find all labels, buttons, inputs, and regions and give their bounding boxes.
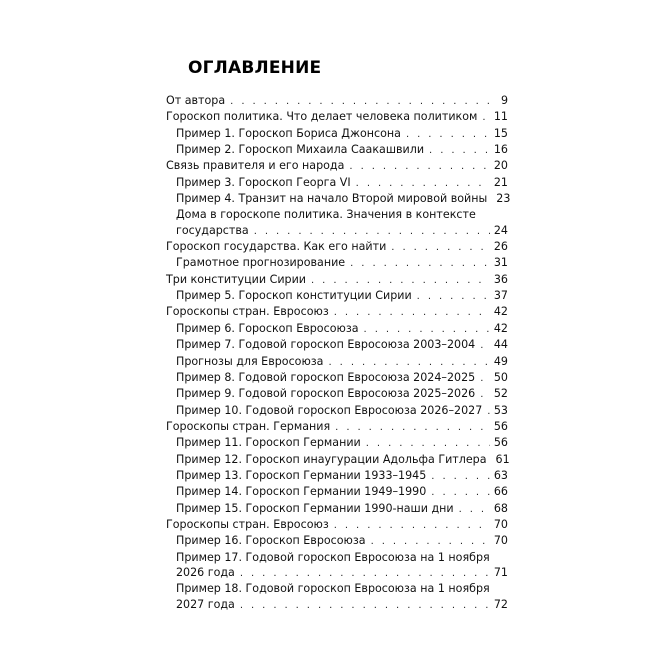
toc-entry-title: Пример 9. Годовой гороскоп Евросоюза 2025–2026 <box>176 387 476 401</box>
toc-entry-title: Пример 6. Гороскоп Евросоюза <box>176 321 359 335</box>
toc-page-number: 52 <box>493 387 508 401</box>
toc-entry-title: Прогнозы для Евросоюза <box>176 354 324 368</box>
toc-subentry[interactable] <box>166 288 508 304</box>
dot-leader <box>371 534 490 549</box>
toc-page-number: 70 <box>493 534 508 548</box>
dot-leader <box>482 110 489 125</box>
toc-entry-title: Пример 14. Гороскоп Германии 1949–1990 <box>176 485 427 499</box>
dot-leader <box>417 289 490 304</box>
toc-page-number: 42 <box>493 305 508 319</box>
toc-page-number: 42 <box>493 321 508 335</box>
table-of-contents <box>166 93 511 613</box>
toc-entry-title-line: Дома в гороскопе политика. Значения в контексте <box>176 208 476 222</box>
dot-leader <box>429 143 490 158</box>
toc-page-number: 11 <box>493 110 508 124</box>
dot-leader <box>431 485 490 500</box>
toc-entry-title: Пример 8. Годовой гороскоп Евросоюза 2024–2025 <box>176 370 476 384</box>
toc-entry-title: Пример 3. Гороскоп Георга VI <box>176 175 351 189</box>
page-title: ОГЛАВЛЕНИЕ <box>188 58 322 78</box>
toc-entry-title: Связь правителя и его народа <box>166 159 345 173</box>
toc-page-number: 37 <box>493 289 508 303</box>
dot-leader <box>329 355 490 370</box>
dot-leader <box>364 322 490 337</box>
toc-entry-title: Пример 15. Гороскоп Германии 1990-наши дни <box>176 501 454 515</box>
toc-page-number: 71 <box>493 565 508 579</box>
toc-subentry[interactable] <box>166 501 508 517</box>
toc-page-number: 36 <box>493 272 508 286</box>
dot-leader <box>406 127 490 142</box>
dot-leader <box>487 404 490 419</box>
toc-subentry[interactable] <box>166 255 508 271</box>
toc-entry-title: Три конституции Сирии <box>166 272 307 286</box>
toc-page-number: 26 <box>493 240 508 254</box>
toc-page-number: 31 <box>493 256 508 270</box>
toc-page-number: 61 <box>495 452 510 466</box>
toc-subentry[interactable] <box>166 533 508 549</box>
toc-entry[interactable] <box>166 93 508 109</box>
toc-entry-title: Пример 13. Гороскоп Германии 1933–1945 <box>176 468 427 482</box>
toc-page-number: 70 <box>493 517 508 531</box>
dot-leader <box>311 273 490 288</box>
dot-leader <box>459 502 490 517</box>
dot-leader <box>431 469 490 484</box>
toc-entry-title-line: Пример 18. Годовой гороскоп Евросоюза на 1 ноября <box>176 582 490 596</box>
toc-entry-title: Пример 12. Гороскоп инаугурации Адольфа Гитлера <box>176 452 487 466</box>
toc-page-number: 44 <box>493 338 508 352</box>
dot-leader <box>254 224 490 239</box>
toc-entry-title: Грамотное прогнозирование <box>176 256 346 270</box>
toc-subentry[interactable] <box>166 191 511 207</box>
toc-subentry[interactable] <box>166 403 508 419</box>
toc-page-number: 20 <box>493 159 508 173</box>
toc-page-number: 24 <box>493 223 508 237</box>
toc-page-number: 66 <box>493 485 508 499</box>
dot-leader <box>335 420 490 435</box>
toc-subentry[interactable] <box>166 354 508 370</box>
toc-entry-title: Пример 1. Гороскоп Бориса Джонсона <box>176 126 401 140</box>
toc-subentry[interactable] <box>166 142 508 158</box>
toc-entry-title-line: Пример 17. Годовой гороскоп Евросоюза на 1 ноября <box>176 550 490 564</box>
dot-leader <box>349 159 489 174</box>
toc-subentry[interactable] <box>166 468 508 484</box>
toc-entry-title: От автора <box>166 94 226 107</box>
toc-entry[interactable] <box>166 109 508 125</box>
dot-leader <box>356 176 490 191</box>
toc-page-number: 49 <box>493 354 508 368</box>
toc-page-number: 15 <box>493 126 508 140</box>
toc-entry-title: Пример 7. Годовой гороскоп Евросоюза 2003–2004 <box>176 338 476 352</box>
toc-entry-title: Пример 11. Гороскоп Германии <box>176 436 361 450</box>
toc-page-number: 9 <box>500 94 508 107</box>
dot-leader <box>480 371 490 386</box>
toc-entry[interactable] <box>166 158 508 174</box>
toc-entry-title: Пример 4. Транзит на начало Второй мировой войны <box>176 192 488 206</box>
toc-subentry[interactable] <box>166 386 508 402</box>
toc-page-number: 50 <box>493 370 508 384</box>
toc-page-number: 63 <box>493 468 508 482</box>
toc-entry[interactable] <box>166 419 508 435</box>
toc-page-number: 53 <box>493 403 508 417</box>
toc-page-number: 16 <box>493 143 508 157</box>
toc-subentry[interactable] <box>166 370 508 386</box>
toc-entry-title: Пример 16. Гороскоп Евросоюза <box>176 534 366 548</box>
toc-entry-title: Пример 5. Гороскоп конституции Сирии <box>176 289 412 303</box>
dot-leader <box>350 256 490 271</box>
toc-entry[interactable] <box>166 517 508 533</box>
toc-page-number: 21 <box>493 175 508 189</box>
toc-entry-title: Гороскоп политика. Что делает человека политиком <box>166 110 478 124</box>
toc-subentry[interactable] <box>166 435 508 451</box>
toc-subentry[interactable] <box>166 550 508 582</box>
dot-leader <box>480 387 490 402</box>
toc-subentry[interactable] <box>166 452 508 468</box>
toc-entry-title: Гороскоп государства. Как его найти <box>166 240 387 254</box>
toc-entry-title: Пример 2. Гороскоп Михаила Саакашвили <box>176 143 425 157</box>
toc-entry[interactable] <box>166 272 508 288</box>
dot-leader <box>366 436 490 451</box>
toc-page-number: 23 <box>496 192 511 206</box>
toc-subentry[interactable] <box>166 581 508 613</box>
toc-entry-title: Гороскопы стран. Евросоюз <box>166 305 329 319</box>
dot-leader <box>391 240 490 255</box>
toc-page-number: 68 <box>493 501 508 515</box>
dot-leader <box>230 94 492 109</box>
toc-subentry[interactable] <box>166 484 508 500</box>
toc-subentry[interactable] <box>166 126 508 142</box>
toc-entry[interactable] <box>166 239 508 255</box>
toc-entry-title: 2026 года <box>176 565 235 579</box>
dot-leader <box>240 566 490 581</box>
dot-leader <box>480 338 490 353</box>
toc-page-number: 56 <box>493 419 508 433</box>
toc-subentry[interactable] <box>166 207 508 239</box>
toc-entry[interactable] <box>166 304 508 320</box>
toc-entry-title: Пример 10. Годовой гороскоп Евросоюза 2026–2027 <box>176 403 483 417</box>
toc-subentry[interactable] <box>166 337 508 353</box>
dot-leader <box>334 305 490 320</box>
toc-page-number: 56 <box>493 436 508 450</box>
toc-entry-title: государства <box>176 223 249 237</box>
toc-entry-title: Гороскопы стран. Германия <box>166 419 331 433</box>
dot-leader <box>240 598 490 613</box>
toc-subentry[interactable] <box>166 175 508 191</box>
toc-page-number: 72 <box>493 597 508 611</box>
toc-entry-title: Гороскопы стран. Евросоюз <box>166 517 329 531</box>
dot-leader <box>334 518 490 533</box>
toc-entry-title: 2027 года <box>176 597 235 611</box>
toc-subentry[interactable] <box>166 321 508 337</box>
